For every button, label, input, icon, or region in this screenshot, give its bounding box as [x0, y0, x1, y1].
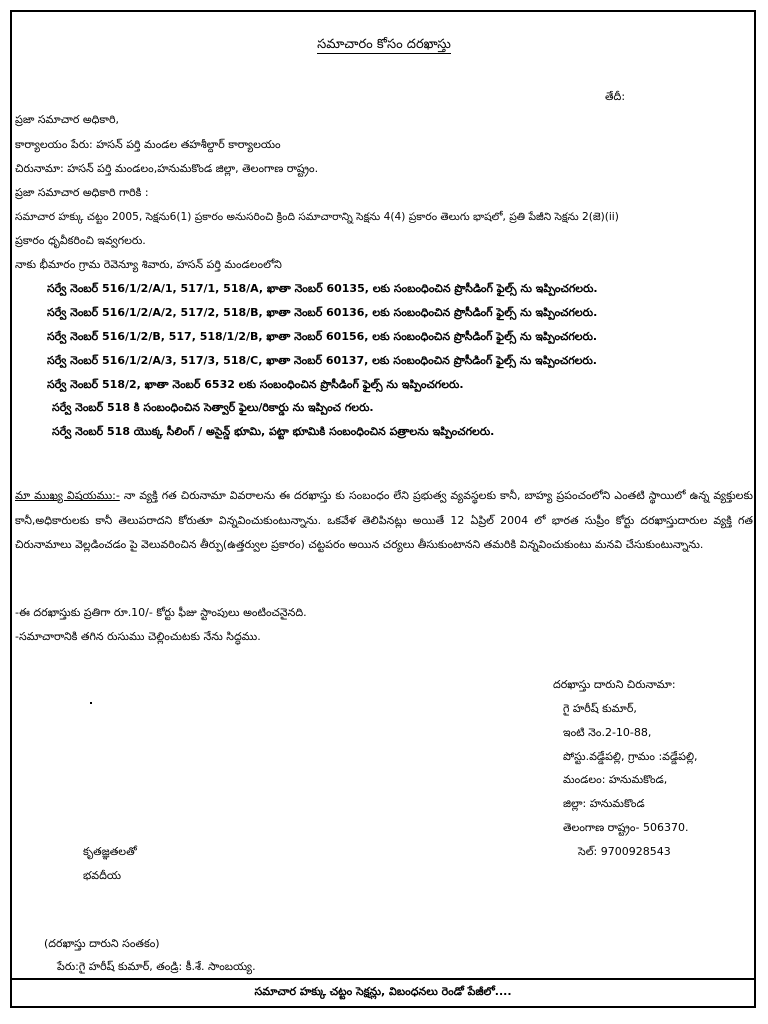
date-label: తేదీ: — [605, 90, 626, 103]
closing-yours: భవదీయ — [83, 869, 121, 882]
request-item: సర్వే నెంబర్ 518 కి సంబంధించిన సెత్వార్ ఫైలు/రికార్డు ను ఇప్పించ గలరు. — [52, 401, 374, 414]
applicant-district: జిల్లా: హనుమకొండ — [563, 797, 645, 810]
request-item: సర్వే నెంబర్ 516/1/2/A/2, 517/2, 518/B, ఖాతా నెంబర్ 60136, లకు సంబంధించిన ప్రొసీడింగ్ ఫైల్స్ ను ఇప్పించగలరు. — [47, 306, 598, 319]
page-title: సమాచారం కోసం దరఖాస్తు — [317, 37, 451, 52]
addressee-address: చిరునామా: హసన్ పర్తి మండలం,హనుమకొండ జిల్లా, తెలంగాణ రాష్ట్రం. — [15, 162, 319, 175]
footer-note-box — [10, 978, 756, 1008]
footer-note: సమాచార హక్కు చట్టం సెక్షన్లు, విబంధనలు రెండో పేజీలో.... — [254, 985, 512, 998]
intro-line-2: ప్రకారం ధృవీకరించి ఇవ్వగలరు. — [15, 234, 146, 247]
fee-note: -ఈ దరఖాస్తుకు ప్రతిగా రూ.10/- కోర్టు ఫీజు స్టాంపులు అంటించనైనది. — [15, 606, 307, 619]
payment-note: -సమాచారానికి తగిన రుసుము చెల్లించుటకు నేను సిద్ధము. — [15, 630, 261, 643]
signer-name: పేరు:గై హరీష్ కుమార్, తండ్రి: కీ.శే. సాంబయ్య. — [57, 960, 256, 973]
request-item: సర్వే నెంబర్ 516/1/2/A/1, 517/1, 518/A, ఖాతా నెంబర్ 60135, లకు సంబంధించిన ప్రొసీడింగ్ ఫైల్స్ ను ఇప్పించగలరు. — [47, 282, 598, 295]
request-item: సర్వే నెంబర్ 516/1/2/A/3, 517/3, 518/C, ఖాతా నెంబర్ 60137, లకు సంబంధించిన ప్రొసీడింగ్ ఫైల్స్ ను ఇప్పించగలరు. — [47, 354, 597, 367]
main-subject-label: మా ముఖ్య విషయము:- — [15, 489, 120, 502]
closing-thanks: కృతజ్ఞతలతో — [83, 845, 137, 858]
addressee-office: కార్యాలయం పేరు: హసన్ పర్తి మండల తహశీల్దార్ కార్యాలయం — [15, 138, 281, 151]
main-subject-paragraph — [15, 484, 753, 558]
signature-label: (దరఖాస్తు దారుని సంతకం) — [44, 937, 160, 950]
applicant-name: గై హరీష్ కుమార్, — [563, 702, 637, 715]
applicant-mandal: మండలం: హనుమకొండ, — [563, 773, 668, 786]
request-item: సర్వే నెంబర్ 516/1/2/B, 517, 518/1/2/B, ఖాతా నెంబర్ 60156, లకు సంబంధించిన ప్రొసీడింగ్ ఫైల్స్ ను ఇప్పించగలరు. — [47, 330, 598, 343]
intro-line-3: నాకు భీమారం గ్రామ రెవెన్యూ శివారు, హసన్ పర్తి మండలంలోని — [15, 258, 282, 271]
applicant-state: తెలంగాణ రాష్ట్రం- 506370. — [563, 821, 689, 834]
applicant-cell: సెల్: 9700928543 — [578, 845, 671, 858]
request-item: సర్వే నెంబర్ 518 యొక్క సీలింగ్ / అసైన్డ్ భూమి, పట్టా భూమికి సంబంధించిన పత్రాలను ఇప్పించగలరు. — [52, 425, 495, 438]
request-item: సర్వే నెంబర్ 518/2, ఖాతా నెంబర్ 6532 లకు సంబంధించిన ప్రొసీడింగ్ ఫైల్స్ ను ఇప్పించగలరు. — [47, 378, 464, 391]
stray-dot — [90, 702, 92, 704]
applicant-address-heading: దరఖాస్తు దారుని చిరునామా: — [553, 678, 676, 691]
addressee-line-1: ప్రజా సమాచార అధికారి, — [15, 113, 119, 126]
applicant-house: ఇంటి నెం.2-10-88, — [563, 726, 652, 739]
intro-line-1: సమాచార హక్కు చట్టం 2005, సెక్షను6(1) ప్రకారం అనుసరించి క్రింది సమాచారాన్ని సెక్షను 4(4) ప్రకారం తెలుగు భాషలో, ప్రతి పేజీని సెక్షను 2(జె)(ii) — [15, 211, 619, 223]
salutation: ప్రజా సమాచార అధికారి గారికి : — [15, 186, 149, 199]
applicant-post: పోస్టు.వడ్డేపల్లి, గ్రామం :వడ్డేపల్లి, — [563, 750, 698, 763]
main-subject-text: నా వ్యక్తి గత చిరునామా వివరాలను ఈ దరఖాస్తు కు సంబంధం లేని ప్రభుత్వ వ్యవస్థలకు కానీ, బాహ్య ప్రపంచంలోని ఎంతటి స్థాయిలో ఉన్న వ్యక్తులకు కానీ,అధికారులకు కానీ తెలుపరాదని కోరుతూ విన్నవించుకుంటున్నాను. ఒకవేళ తెలిపినట్లు అయితే 12 ఏప్రిల్ 2004 లో భారత సుప్రీం కోర్టు దరఖాస్తుదారుల వ్యక్తి గత చిరునామాలు వెల్లడించడం పై వెలువరించిన తీర్పు(ఉత్తర్వుల ప్రకారం) చట్టపరం అయిన చర్యలు తీసుకుంటానని తమరికి విన్నవించుకుంటు మనవి చేసుకుంటున్నాను. — [15, 489, 753, 551]
